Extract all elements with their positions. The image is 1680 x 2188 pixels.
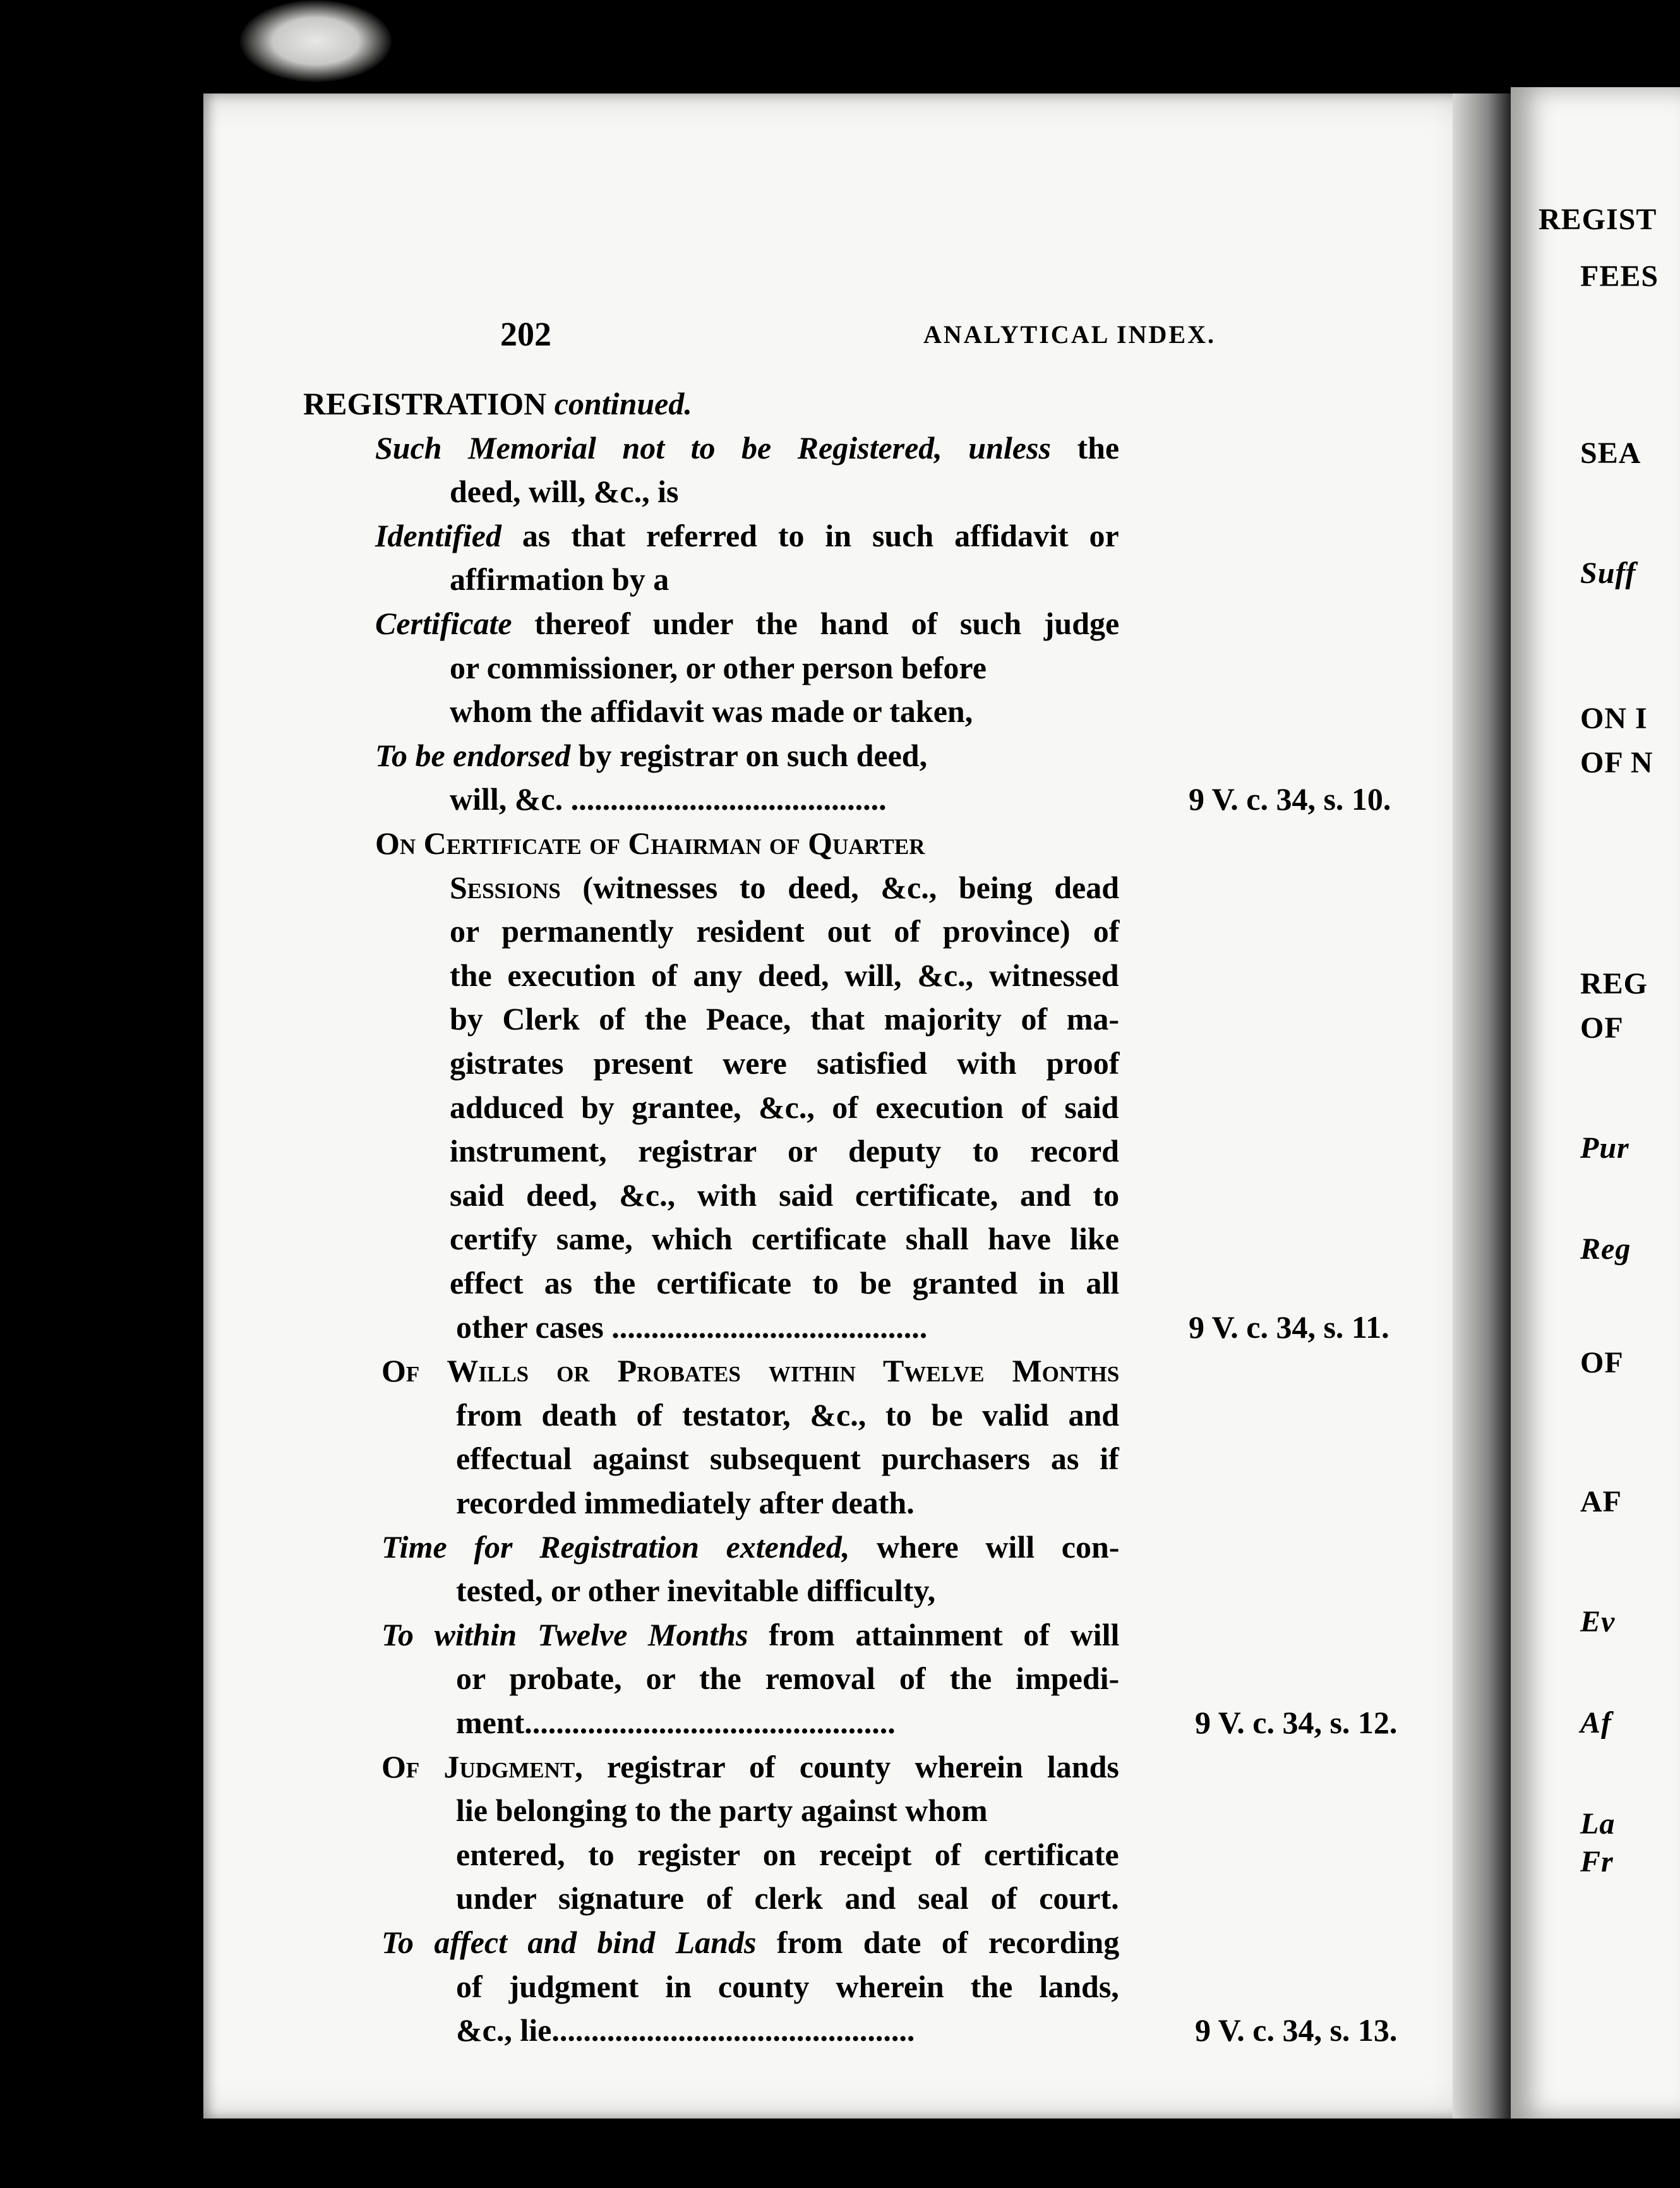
- index-line: [450, 1133, 1119, 1169]
- index-line-segment: from attainment of will: [748, 1616, 1120, 1652]
- book-spine-shadow: [1453, 93, 1511, 2119]
- facing-page-text: Ev: [1580, 1605, 1616, 1638]
- index-line-segment: as that referred to in such affidavit or: [501, 517, 1119, 553]
- index-line-segment: or commissioner, or other person before: [450, 649, 987, 685]
- index-line-segment: where will con-: [849, 1529, 1120, 1565]
- index-line: [450, 473, 678, 510]
- index-line-segment: , registrar of county wherein lands: [575, 1748, 1119, 1784]
- facing-page-text: AF: [1580, 1485, 1622, 1518]
- running-header: ANALYTICAL INDEX.: [923, 320, 1216, 349]
- statute-reference: 9 V. c. 34, s. 11.: [1189, 1309, 1389, 1345]
- index-line-segment: Such Memorial not to be Registered, unless: [375, 430, 1051, 466]
- index-line-segment: will, &c. ........................................: [450, 781, 887, 817]
- index-line-segment: by registrar on such deed,: [570, 737, 928, 773]
- index-line: [375, 737, 927, 774]
- index-line-segment: deed, will, &c., is: [450, 474, 679, 510]
- facing-page-text: La: [1580, 1807, 1616, 1841]
- facing-page-text: ON I: [1580, 702, 1648, 735]
- index-line: [450, 693, 973, 730]
- index-line: [456, 1836, 1119, 1873]
- index-line: [381, 1748, 1119, 1785]
- index-line-segment: affirmation by a: [450, 562, 669, 598]
- index-line-segment: lie belonging to the party against whom: [456, 1793, 988, 1829]
- book-page: [203, 93, 1499, 2119]
- page-number: 202: [500, 315, 551, 353]
- index-line-segment: gistrates present were satisfied with proof: [450, 1045, 1120, 1081]
- index-line: [381, 1924, 1119, 1961]
- index-line: [450, 1220, 1119, 1257]
- index-line: [381, 1529, 1119, 1565]
- index-line-segment: Sessions: [450, 869, 561, 905]
- index-line-segment: by Clerk of the Peace, that majority of ma-: [450, 1001, 1120, 1037]
- facing-page-text: Suff: [1580, 556, 1636, 590]
- index-line-segment: entered, to register on receipt of certificate: [456, 1836, 1119, 1872]
- index-line-segment: instrument, registrar or deputy to record: [450, 1133, 1119, 1169]
- index-line-segment: whom the affidavit was made or taken,: [450, 694, 973, 730]
- index-line-segment: To within Twelve Months: [381, 1616, 748, 1652]
- index-line-segment: On Certificate of Chairman of Quarter: [375, 826, 925, 861]
- index-line-segment: or probate, or the removal of the impedi-: [456, 1661, 1120, 1697]
- index-line: [375, 517, 1119, 554]
- facing-page-text: Af: [1580, 1706, 1612, 1740]
- index-line-segment: Of Wills or Probates within Twelve Months: [381, 1353, 1120, 1389]
- index-line: [456, 1484, 915, 1521]
- facing-page-text: SEA: [1580, 436, 1641, 470]
- facing-page-text: FEES: [1580, 260, 1659, 293]
- index-line: [450, 913, 1119, 949]
- index-line-segment: (witnesses to deed, &c., being dead: [560, 869, 1120, 905]
- facing-page-text: OF N: [1580, 746, 1653, 779]
- index-line: [450, 649, 987, 686]
- index-line-segment: &c., lie..............................................: [456, 2012, 915, 2048]
- facing-page-text: REGIST: [1539, 203, 1657, 236]
- index-line: [456, 1397, 1119, 1433]
- facing-page-text: Reg: [1580, 1232, 1631, 1266]
- index-line-segment: Time for Registration extended,: [381, 1529, 850, 1565]
- page-edge-smudge: [240, 0, 392, 82]
- index-line-segment: REGISTRATION: [303, 386, 555, 421]
- index-line-segment: certify same, which certificate shall have like: [450, 1221, 1119, 1257]
- index-line: [456, 1968, 1119, 2005]
- index-line-segment: from date of recording: [756, 1925, 1120, 1960]
- index-line-segment: ment...............................................: [456, 1705, 896, 1740]
- statute-reference: 9 V. c. 34, s. 12.: [1195, 1705, 1398, 1740]
- index-line-segment: tested, or other inevitable difficulty,: [456, 1573, 936, 1609]
- index-line-segment: To affect and bind Lands: [381, 1925, 757, 1960]
- index-line-segment: Identified: [375, 517, 501, 553]
- facing-page-text: REG: [1580, 967, 1648, 1001]
- index-line-segment: Of Judgment: [381, 1748, 575, 1784]
- index-line-segment: of judgment in county wherein the lands,: [456, 1968, 1119, 2004]
- facing-page-text: Fr: [1580, 1845, 1614, 1878]
- facing-page-fragment: [1511, 87, 1680, 2119]
- index-line: [450, 781, 887, 817]
- index-line: [303, 385, 692, 422]
- index-line: [450, 957, 1119, 994]
- index-line-segment: under signature of clerk and seal of court.: [456, 1880, 1119, 1916]
- index-line: [456, 1440, 1119, 1477]
- index-line-segment: thereof under the hand of such judge: [512, 606, 1120, 641]
- facing-page-text: OF: [1580, 1346, 1624, 1380]
- index-line: [381, 1352, 1119, 1389]
- index-line: [450, 561, 669, 598]
- index-line-segment: adduced by grantee, &c., of execution of said: [450, 1089, 1119, 1125]
- statute-reference: 9 V. c. 34, s. 13.: [1195, 2012, 1398, 2048]
- statute-reference: 9 V. c. 34, s. 10.: [1189, 781, 1391, 817]
- index-line-segment: the execution of any deed, will, &c., witnessed: [450, 957, 1119, 993]
- index-line-segment: To be endorsed: [375, 737, 571, 773]
- index-line: [456, 1704, 896, 1741]
- index-line: [456, 2012, 915, 2048]
- index-line: [456, 1309, 927, 1345]
- index-line-segment: other cases ........................................: [456, 1309, 928, 1345]
- facing-page-text: Pur: [1580, 1131, 1629, 1165]
- index-line-segment: effectual against subsequent purchasers as if: [456, 1441, 1119, 1477]
- index-line-segment: effect as the certificate to be granted in all: [450, 1265, 1120, 1301]
- index-line-segment: said deed, &c., with said certificate, and to: [450, 1177, 1120, 1213]
- index-line: [456, 1660, 1119, 1697]
- index-line: [450, 869, 1119, 906]
- index-line: [375, 825, 925, 862]
- index-line: [450, 1089, 1119, 1126]
- facing-page-text: OF: [1580, 1011, 1624, 1045]
- index-line-segment: the: [1050, 430, 1120, 466]
- index-line: [450, 1001, 1119, 1037]
- index-line: [375, 430, 1119, 466]
- index-line-segment: Certificate: [375, 606, 512, 641]
- index-line: [450, 1177, 1119, 1213]
- index-line-segment: or permanently resident out of province) of: [450, 913, 1120, 949]
- index-line: [456, 1792, 988, 1829]
- index-line: [450, 1045, 1119, 1081]
- index-line: [456, 1572, 935, 1609]
- index-line-segment: from death of testator, &c., to be valid and: [456, 1397, 1120, 1433]
- index-line: [450, 1265, 1119, 1301]
- index-line-segment: recorded immediately after death.: [456, 1485, 915, 1520]
- index-line: [375, 605, 1119, 642]
- index-line-segment: continued.: [554, 386, 692, 421]
- index-line: [381, 1616, 1119, 1653]
- index-line: [456, 1880, 1119, 1916]
